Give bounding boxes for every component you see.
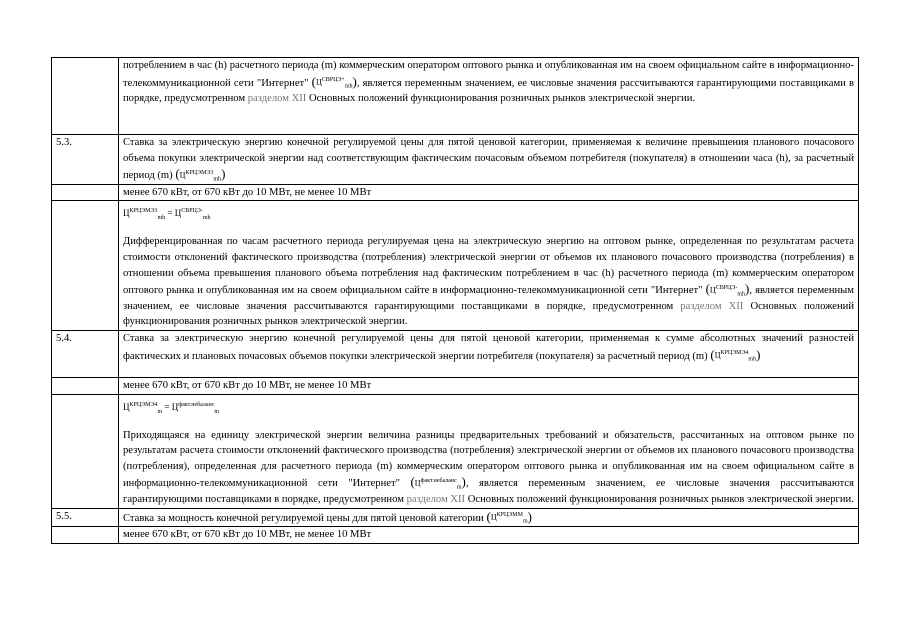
table-row (52, 377, 859, 394)
table-row (52, 201, 859, 331)
description-text: Основных положений функционирования розничных рынков электрической энергии. (308, 93, 696, 105)
description-text: Ставка за мощность конечной регулируемой цены для пятой ценовой категории (123, 512, 484, 524)
formula-symbol: $(Ц^{факт.небаланс}_m)$ (410, 474, 466, 490)
row-number-cell: 5.5. (52, 508, 119, 527)
table-row (52, 184, 859, 201)
row-number-cell: 5.3. (52, 135, 119, 185)
section-reference-link[interactable]: разделом XII (247, 93, 307, 105)
description-text: Ставка за электрическую энергию конечной регулируемой цены для пятой ценовой категории, применяемая к величине превышения планового почасового объема покупки электрической энергии над соответствующим фактическим почасовым объемом потребителя (покупателя) в отношении часа (h), за расчетный период (m) (123, 137, 854, 182)
description-text: , является переменным значением, ее числовые значения рассчитываются гарантирующими поставщиками в порядке, предусмотренном (123, 478, 854, 505)
description-text: Основных положений функционирования розничных рынков электрической энергии. (467, 493, 854, 505)
formula-symbol: $(Ц^{КРЦЭМЭ3}_{mh})$ (175, 166, 226, 182)
row-number-cell: 5.4. (52, 330, 119, 377)
row-number-cell (52, 184, 119, 201)
table-row (52, 508, 859, 527)
description-cell (119, 201, 859, 331)
description-text: , является переменным значением, ее числовые значения рассчитываются гарантирующими поставщиками в порядке, предусмотренном (123, 77, 854, 105)
description-text: Основных положений функционирования розничных рынков электрической энергии. (123, 300, 854, 328)
section-reference-link[interactable]: разделом XII (680, 300, 744, 312)
row-number-cell (52, 377, 119, 394)
formula-symbol: $(Ц^{СВРЦЭ+}_{mh})$ (311, 73, 357, 90)
description-cell (119, 58, 859, 135)
row-number-cell (52, 201, 119, 331)
formula-symbol: $(Ц^{СВРЦЭ-}_{mh})$ (705, 281, 750, 297)
table-row (52, 135, 859, 185)
tariff-table (51, 57, 859, 544)
row-number-cell (52, 527, 119, 544)
table-row (52, 527, 859, 544)
formula-symbol: $(Ц^{КРЦЭМЭ4}_{mh})$ (710, 346, 761, 363)
description-text: , является переменным значением, ее числовые значения рассчитываются гарантирующими поставщиками в порядке, предусмотренном (123, 285, 855, 312)
description-cell (119, 135, 859, 185)
table-row (52, 58, 859, 135)
table-row (52, 330, 859, 377)
row-number-cell (52, 58, 119, 135)
formula-symbol: $(Ц^{КРЦЭММ}_m)$ (486, 508, 532, 525)
description-cell (119, 330, 859, 377)
power-range-cell: менее 670 кВт, от 670 кВт до 10 МВт, не менее 10 МВт (119, 377, 859, 394)
table-row (52, 394, 859, 508)
description-text: потреблением в час (h) расчетного периода (m) коммерческим оператором оптового рынка и опубликованная им на своем официальном сайте в информационно-телекоммуникационной сети "Интернет" (123, 60, 854, 89)
power-range-cell: менее 670 кВт, от 670 кВт до 10 МВт, не менее 10 МВт (119, 527, 859, 544)
description-text: Дифференцированная по часам расчетного периода регулируемая цена на электрическую энергию на оптовом рынке, определенная по результатам расчета стоимости отклонений фактического производства (потребления) электрической энергии от объемов их планового почасового производства (потребления) в отношении объема превышения планового объема потребления над фактическим потреблением в час (h) расчетного периода (m) коммерческим оператором оптового рынка и опубликованная им на своем официальном сайте в информационно-телекоммуникационной сети "Интернет" (123, 236, 854, 297)
section-reference-link[interactable]: разделом XII (406, 493, 466, 505)
description-cell (119, 394, 859, 508)
row-number-cell (52, 394, 119, 508)
formula: $Ц^{КРЦЭМЭ4}_m = Ц^{факт.небаланс}_m$ (123, 401, 220, 415)
power-range-cell: менее 670 кВт, от 670 кВт до 10 МВт, не менее 10 МВт (119, 184, 859, 201)
formula: $Ц^{КРЦЭМЭ3}_{mh} = Ц^{СВРЦЭ-}_{mh}$ (123, 208, 211, 222)
description-cell (119, 508, 859, 527)
description-text: Приходящаяся на единицу электрической энергии величина разницы предварительных требований и обязательств, рассчитанных на оптовом рынке по результатам расчета стоимости отклонений фактического производства (потребления) электрической энергии от объемов их планового почасового производства (потребления), определенная для расчетного периода (m) коммерческим оператором оптового рынка и опубликованная им на своем официальном сайте в информационно-телекоммуникационной сети "Интернет" (123, 429, 854, 490)
description-text: Ставка за электрическую энергию конечной регулируемой цены для пятой ценовой категории, применяемая к сумме абсолютных значений разностей фактических и плановых почасовых объемов покупки электрической энергии потребителя (покупателя) за расчетный период (m) (123, 332, 854, 362)
